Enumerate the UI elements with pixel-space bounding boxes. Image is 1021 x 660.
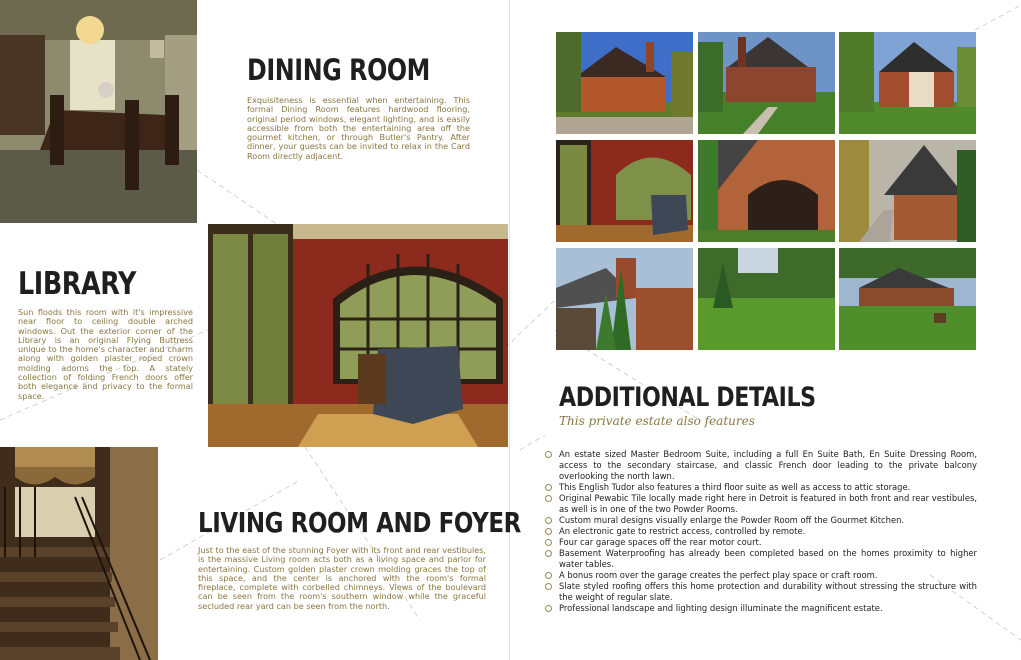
- list-item: [545, 449, 977, 482]
- library-photo: [208, 224, 508, 447]
- library-title: LIBRARY: [18, 266, 137, 302]
- additional-details-title: ADDITIONAL DETAILS: [559, 382, 816, 413]
- bullet-icon: [545, 539, 552, 546]
- list-item-text: Slate styled roofing offers this home protection and durability without stressing the structure with the weight of regular slate.: [559, 581, 977, 602]
- exterior-photo-2: [698, 32, 835, 134]
- list-item: [545, 581, 977, 603]
- arched-window-exterior-photo: [698, 140, 835, 242]
- list-item: [545, 482, 977, 493]
- list-item-text: This English Tudor also features a third floor suite as well as access to attic storage.: [559, 482, 911, 492]
- driveway-photo: [839, 140, 976, 242]
- library-description: Sun floods this room with it's impressive near floor to ceiling double arched windows. Out the exterior corner of the Library is an original Flying Buttress unique to the home's character and charm along with golden plaster roped crown molding adorns the top. A stately collection of folding French doors offer both elegance and privacy to the formal space.: [18, 307, 193, 401]
- bullet-icon: [545, 528, 552, 535]
- list-item-text: Original Pewabic Tile locally made right here in Detroit is featured in both front and rear vestibules, as well is in one of the two Powder Rooms.: [559, 493, 977, 514]
- bullet-icon: [545, 583, 552, 590]
- list-item: [545, 603, 977, 614]
- list-item-text: Four car garage spaces off the rear motor court.: [559, 537, 762, 547]
- list-item-text: Basement Waterproofing has already been completed based on the homes proximity to higher water tables.: [559, 548, 977, 569]
- bullet-icon: [545, 451, 552, 458]
- list-item: [545, 548, 977, 570]
- rear-yard-photo: [839, 248, 976, 350]
- foyer-staircase-photo: [0, 447, 158, 660]
- list-item-text: A bonus room over the garage creates the perfect play space or craft room.: [559, 570, 878, 580]
- list-item: [545, 493, 977, 515]
- dining-room-photo: [0, 0, 197, 223]
- roofline-evergreen-photo: [556, 248, 693, 350]
- dining-room-description: Exquisiteness is essential when entertaining. This formal Dining Room features hardwood flooring, original period windows, elegant lighting, and is easily accessible from both the entertaining area off the gourmet kitchen, or through Butler's Pantry. After dinner, your guests can be invited to relax in the Card Room directly adjacent.: [247, 95, 470, 161]
- bullet-icon: [545, 572, 552, 579]
- exterior-photo-3: [839, 32, 976, 134]
- bullet-icon: [545, 484, 552, 491]
- list-item: [545, 570, 977, 581]
- list-item: [545, 515, 977, 526]
- additional-details-subtitle: This private estate also features: [559, 414, 755, 428]
- additional-details-list: [545, 449, 977, 614]
- exterior-photo-1: [556, 32, 693, 134]
- list-item-text: Professional landscape and lighting design illuminate the magnificent estate.: [559, 603, 883, 613]
- lawn-photo: [698, 248, 835, 350]
- living-room-title: LIVING ROOM AND FOYER: [198, 506, 521, 539]
- dining-room-title: DINING ROOM: [247, 53, 430, 87]
- library-window-photo: [556, 140, 693, 242]
- bullet-icon: [545, 605, 552, 612]
- living-room-description: Just to the east of the stunning Foyer with its front and rear vestibules, is the massive Living room acts both as a living space and parlor for entertaining. Custom golden plaster crown molding graces the top of this space, and the center is anchored with the room's formal fireplace, complete with corbelled chimneys. Views of the boulevard can be seen from the room's southern window while the graceful secluded rear yard can be seen from the north.: [198, 545, 486, 611]
- list-item-text: An electronic gate to restrict access, controlled by remote.: [559, 526, 806, 536]
- list-item: [545, 526, 977, 537]
- bullet-icon: [545, 550, 552, 557]
- list-item-text: An estate sized Master Bedroom Suite, including a full En Suite Bath, En Suite Dressing Room, access to the secondary staircase, and classic French door leading to the private balcony overlooking the north lawn.: [559, 449, 977, 481]
- bullet-icon: [545, 495, 552, 502]
- list-item: [545, 537, 977, 548]
- list-item-text: Custom mural designs visually enlarge the Powder Room off the Gourmet Kitchen.: [559, 515, 905, 525]
- bullet-icon: [545, 517, 552, 524]
